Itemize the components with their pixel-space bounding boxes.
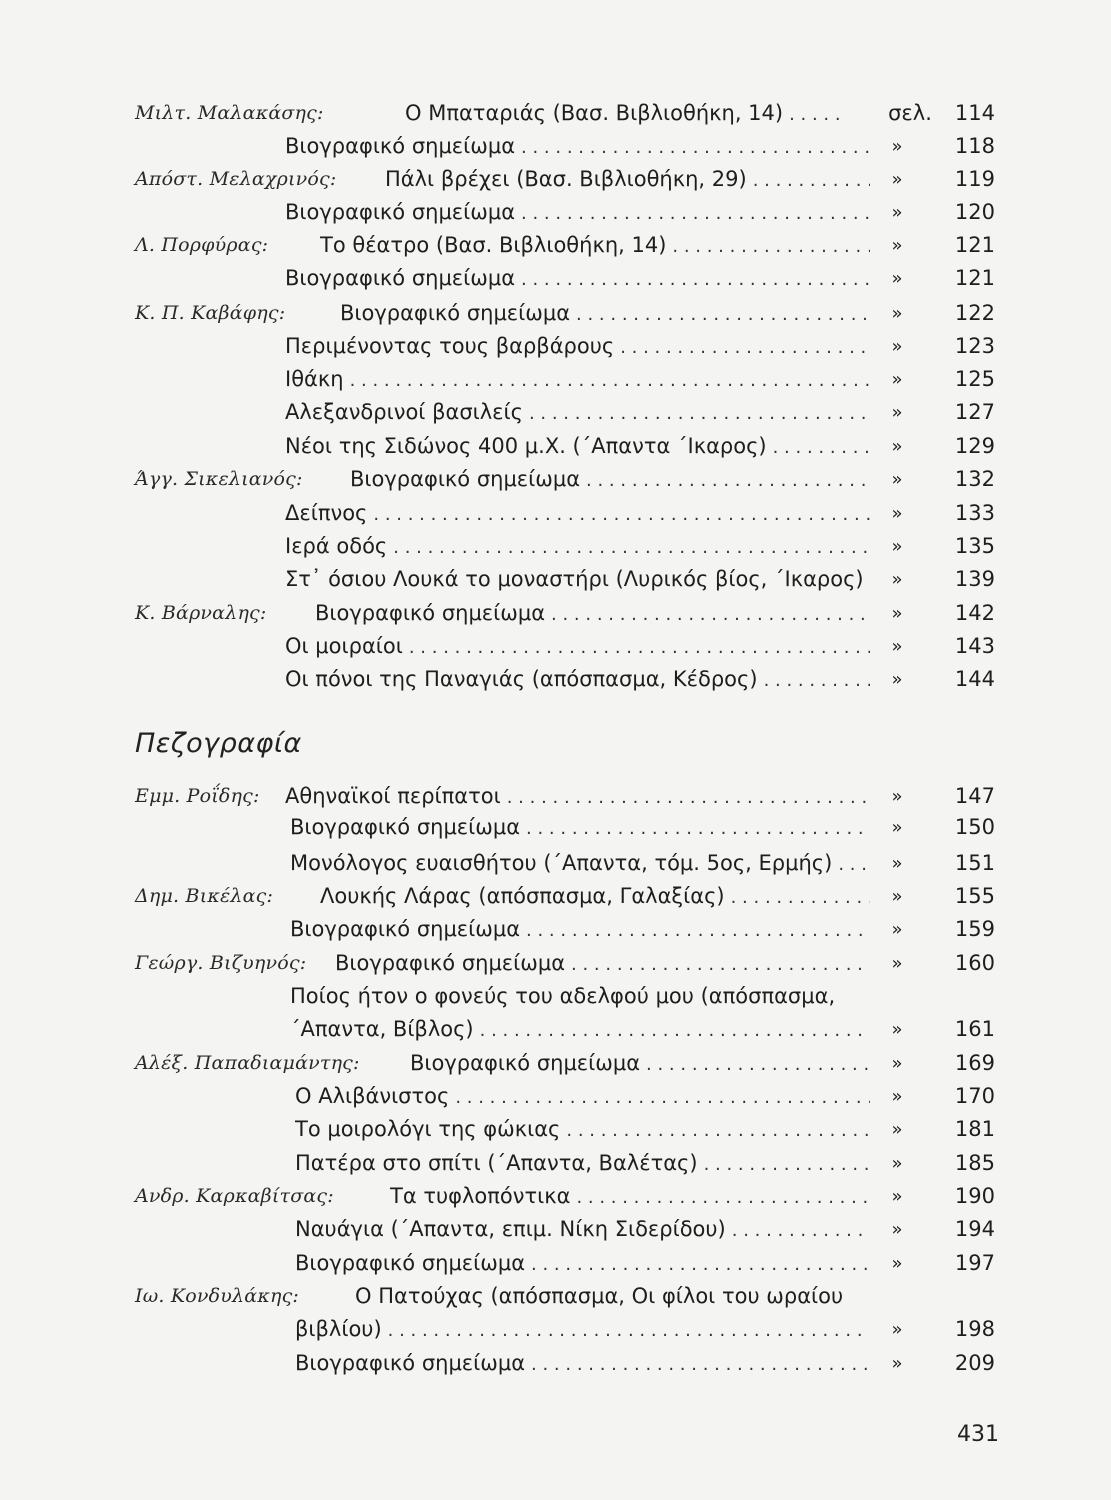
toc-entry xyxy=(135,463,995,496)
toc-title: βιβλίου) xyxy=(295,1317,382,1341)
toc-page-number: 135 xyxy=(954,534,995,558)
toc-page-number: 125 xyxy=(954,367,995,391)
toc-author: Αλέξ. Παπαδιαμάντης: xyxy=(135,1052,360,1074)
toc-page-number: 142 xyxy=(954,601,995,625)
dot-leader xyxy=(455,1081,870,1114)
ditto-mark: » xyxy=(891,169,903,190)
toc-title: Δείπνος xyxy=(285,501,368,525)
dot-leader xyxy=(521,197,870,230)
toc-author: Απόστ. Μελαχρινός: xyxy=(135,168,337,190)
dot-leader xyxy=(521,263,870,296)
toc-page-number: 143 xyxy=(954,634,995,658)
dot-leader xyxy=(789,98,845,131)
toc-author: Κ. Π. Καβάφης: xyxy=(135,302,286,324)
toc-title: Λουκής Λάρας (απόσπασμα, Γαλαξίας) xyxy=(320,884,725,908)
toc-title: Στ᾽ όσιου Λουκά το μοναστήρι (Λυρικός βίος, ΄Ικαρος) xyxy=(285,567,864,591)
toc-title-line xyxy=(290,913,870,947)
toc-title: Νέοι της Σιδώνος 400 μ.Χ. (΄Απαντα ΄Ικαρος) xyxy=(285,434,767,458)
toc-title-line xyxy=(290,1013,870,1047)
dot-leader xyxy=(551,598,870,631)
ditto-mark: » xyxy=(891,953,903,974)
toc-title-line xyxy=(295,1213,870,1247)
toc-page-number: 151 xyxy=(954,851,995,875)
toc-entry xyxy=(135,980,995,1013)
toc-page-number: 133 xyxy=(954,501,995,525)
toc-entry xyxy=(135,1047,995,1080)
toc-title: Βιογραφικό σημείωμα xyxy=(335,951,566,975)
toc-entry xyxy=(135,663,995,696)
toc-page-number: 159 xyxy=(954,917,995,941)
toc-entry xyxy=(135,229,995,262)
ditto-mark: » xyxy=(891,786,903,807)
toc-entry xyxy=(135,811,995,844)
toc-title-line xyxy=(355,1280,995,1313)
dot-leader xyxy=(529,397,870,430)
toc-page-number: 169 xyxy=(954,1051,995,1075)
toc-entry xyxy=(135,196,995,229)
toc-title-line xyxy=(290,980,995,1013)
toc-page-number: 150 xyxy=(954,815,995,839)
dot-leader xyxy=(521,131,870,164)
dot-leader xyxy=(753,164,870,197)
ditto-mark: » xyxy=(891,1019,903,1040)
toc-title: Βιογραφικό σημείωμα xyxy=(315,601,546,625)
toc-entry xyxy=(135,297,995,330)
ditto-mark: » xyxy=(891,817,903,838)
toc-title: Βιογραφικό σημείωμα xyxy=(340,301,571,325)
toc-entry xyxy=(135,262,995,295)
toc-title-line xyxy=(285,363,870,397)
toc-title: Τα τυφλοπόντικα xyxy=(390,1184,571,1208)
toc-title-line xyxy=(285,663,870,697)
toc-page-number: 119 xyxy=(954,167,995,191)
toc-page-number: 129 xyxy=(954,434,995,458)
dot-leader xyxy=(773,431,870,464)
toc-title: Το μοιρολόγι της φώκιας xyxy=(295,1117,561,1141)
toc-entry xyxy=(135,1247,995,1280)
dot-leader xyxy=(480,1014,870,1047)
ditto-mark: » xyxy=(891,436,903,457)
ditto-mark: » xyxy=(891,268,903,289)
toc-entry xyxy=(135,1347,995,1380)
toc-page-number: 118 xyxy=(954,134,995,158)
toc-title-line xyxy=(315,597,870,631)
dot-leader xyxy=(586,464,870,497)
toc-title: Ο Πατούχας (απόσπασμα, Οι φίλοι του ωραίου xyxy=(355,1284,844,1308)
ditto-mark: » xyxy=(891,136,903,157)
toc-page-number: 122 xyxy=(954,301,995,325)
toc-title-line xyxy=(335,947,870,981)
toc-title: Ιερά οδός xyxy=(285,534,388,558)
ditto-mark: » xyxy=(891,886,903,907)
toc-title: Πατέρα στο σπίτι (΄Απαντα, Βαλέτας) xyxy=(295,1151,698,1175)
ditto-mark: » xyxy=(891,1086,903,1107)
toc-title-line xyxy=(290,811,870,845)
toc-author: Ανδρ. Καρκαβίτσας: xyxy=(135,1185,334,1207)
ditto-mark: » xyxy=(891,303,903,324)
ditto-mark: » xyxy=(891,536,903,557)
ditto-mark: » xyxy=(891,1186,903,1207)
toc-author: Κ. Βάρναλης: xyxy=(135,602,267,624)
toc-author: Γεώργ. Βιζυηνός: xyxy=(135,952,307,974)
toc-entry xyxy=(135,1213,995,1246)
toc-page-number: 139 xyxy=(954,567,995,591)
toc-title-line xyxy=(340,297,870,331)
toc-title: Βιογραφικό σημείωμα xyxy=(350,467,581,491)
ditto-mark: » xyxy=(891,503,903,524)
toc-title: Βιογραφικό σημείωμα xyxy=(290,815,521,839)
toc-page-number: 161 xyxy=(954,1017,995,1041)
dot-leader xyxy=(531,1348,870,1381)
dot-leader xyxy=(732,1214,870,1247)
toc-page-number: 160 xyxy=(954,951,995,975)
toc-title: Βιογραφικό σημείωμα xyxy=(295,1351,526,1375)
toc-title-line xyxy=(295,1313,870,1347)
toc-title: Πάλι βρέχει (Βασ. Βιβλιοθήκη, 29) xyxy=(385,167,747,191)
toc-title: Αλεξανδρινοί βασιλείς xyxy=(285,400,523,424)
dot-leader xyxy=(764,664,870,697)
toc-title-line xyxy=(285,780,870,814)
ditto-mark: σελ. xyxy=(888,101,932,125)
dot-leader xyxy=(373,498,870,531)
dot-leader xyxy=(576,298,870,331)
dot-leader xyxy=(526,812,870,845)
toc-entry xyxy=(135,780,995,813)
toc-entry xyxy=(135,330,995,363)
toc-title: Βιογραφικό σημείωμα xyxy=(295,1251,526,1275)
toc-entry xyxy=(135,597,995,630)
dot-leader xyxy=(646,1048,870,1081)
dot-leader xyxy=(838,848,870,881)
dot-leader xyxy=(526,914,870,947)
ditto-mark: » xyxy=(891,603,903,624)
dot-leader xyxy=(507,781,870,814)
toc-title-line xyxy=(285,130,870,164)
toc-page-number: 190 xyxy=(954,1184,995,1208)
toc-entry xyxy=(135,1080,995,1113)
toc-title-line xyxy=(350,463,870,497)
dot-leader xyxy=(350,364,870,397)
toc-title: Οι μοιραίοι xyxy=(285,634,403,658)
toc-entry xyxy=(135,563,995,596)
toc-author: Λ. Πορφύρας: xyxy=(135,234,269,256)
toc-entry xyxy=(135,530,995,563)
toc-entry xyxy=(135,880,995,913)
toc-page-number: 114 xyxy=(954,101,995,125)
toc-title-line xyxy=(285,396,870,430)
toc-title-line xyxy=(405,97,845,131)
toc-entry xyxy=(135,497,995,530)
toc-page-number: 209 xyxy=(954,1351,995,1375)
toc-title-line xyxy=(285,563,870,597)
toc-title-line xyxy=(285,430,870,464)
toc-title: ΄Απαντα, Βίβλος) xyxy=(290,1017,474,1041)
toc-entry xyxy=(135,363,995,396)
toc-page-number: 132 xyxy=(954,467,995,491)
toc-title-line xyxy=(320,229,870,263)
toc-page-number: 144 xyxy=(954,667,995,691)
dot-leader xyxy=(731,881,870,914)
dot-leader xyxy=(393,531,870,564)
toc-title-line xyxy=(285,262,870,296)
toc-author: Μιλτ. Μαλακάσης: xyxy=(135,102,324,124)
toc-title: Ναυάγια (΄Απαντα, επιμ. Νίκη Σιδερίδου) xyxy=(295,1217,726,1241)
ditto-mark: » xyxy=(891,919,903,940)
toc-page-number: 185 xyxy=(954,1151,995,1175)
toc-page-number: 194 xyxy=(954,1217,995,1241)
toc-author: Δημ. Βικέλας: xyxy=(135,885,274,907)
dot-leader xyxy=(704,1148,870,1181)
ditto-mark: » xyxy=(891,1153,903,1174)
ditto-mark: » xyxy=(891,636,903,657)
toc-page-number: 170 xyxy=(954,1084,995,1108)
toc-title-line xyxy=(295,1080,870,1114)
toc-title-line xyxy=(295,1347,870,1381)
toc-title: Βιογραφικό σημείωμα xyxy=(285,134,516,158)
dot-leader xyxy=(672,230,870,263)
toc-title: Βιογραφικό σημείωμα xyxy=(285,200,516,224)
toc-entry xyxy=(135,630,995,663)
toc-title-line xyxy=(285,196,870,230)
toc-entry xyxy=(135,130,995,163)
toc-title-line xyxy=(410,1047,870,1081)
ditto-mark: » xyxy=(891,336,903,357)
toc-entry xyxy=(135,1180,995,1213)
ditto-mark: » xyxy=(891,669,903,690)
dot-leader xyxy=(620,331,870,364)
toc-title-line xyxy=(385,163,870,197)
toc-title: Ποίος ήτον ο φονεύς του αδελφού μου (απόσπασμα, xyxy=(290,984,836,1008)
dot-leader xyxy=(571,948,870,981)
toc-title: Αθηναϊκοί περίπατοι xyxy=(285,784,501,808)
ditto-mark: » xyxy=(891,1353,903,1374)
toc-entry xyxy=(135,947,995,980)
page-number: 431 xyxy=(957,1422,999,1447)
ditto-mark: » xyxy=(891,853,903,874)
toc-title-line xyxy=(320,880,870,914)
dot-leader xyxy=(388,1314,870,1347)
ditto-mark: » xyxy=(891,1319,903,1340)
dot-leader xyxy=(576,1181,870,1214)
dot-leader xyxy=(566,1114,870,1147)
ditto-mark: » xyxy=(891,1219,903,1240)
toc-title: Το θέατρο (Βασ. Βιβλιοθήκη, 14) xyxy=(320,233,667,257)
toc-title: Ο Μπαταριάς (Βασ. Βιβλιοθήκη, 14) xyxy=(405,101,784,125)
ditto-mark: » xyxy=(891,569,903,590)
toc-entry xyxy=(135,1280,995,1313)
toc-title: Ο Αλιβάνιστος xyxy=(295,1084,450,1108)
toc-title-line xyxy=(285,630,870,664)
toc-page-number: 121 xyxy=(954,266,995,290)
toc-entry xyxy=(135,1147,995,1180)
ditto-mark: » xyxy=(891,1253,903,1274)
toc-title: Ιθάκη xyxy=(285,367,344,391)
toc-title-line xyxy=(285,330,870,364)
toc-title-line xyxy=(290,847,870,881)
toc-title-line xyxy=(285,497,870,531)
toc-entry xyxy=(135,1113,995,1146)
ditto-mark: » xyxy=(891,1053,903,1074)
toc-entry xyxy=(135,1313,995,1346)
toc-entry xyxy=(135,163,995,196)
toc-page-number: 155 xyxy=(954,884,995,908)
toc-title: Οι πόνοι της Παναγιάς (απόσπασμα, Κέδρος) xyxy=(285,667,758,691)
toc-title-line xyxy=(295,1113,870,1147)
toc-entry xyxy=(135,913,995,946)
ditto-mark: » xyxy=(891,1119,903,1140)
toc-title: Βιογραφικό σημείωμα xyxy=(410,1051,641,1075)
toc-entry xyxy=(135,1013,995,1046)
toc-entry xyxy=(135,430,995,463)
toc-title: Βιογραφικό σημείωμα xyxy=(290,917,521,941)
toc-page-number: 181 xyxy=(954,1117,995,1141)
section-heading-prose: Πεζογραφία xyxy=(135,728,302,759)
toc-entry xyxy=(135,847,995,880)
toc-page-number: 123 xyxy=(954,334,995,358)
toc-title-line xyxy=(295,1247,870,1281)
toc-title-line xyxy=(390,1180,870,1214)
toc-page-number: 198 xyxy=(954,1317,995,1341)
toc-author: Ιω. Κονδυλάκης: xyxy=(135,1285,300,1307)
ditto-mark: » xyxy=(891,235,903,256)
ditto-mark: » xyxy=(891,202,903,223)
toc-page-number: 127 xyxy=(954,400,995,424)
toc-entry xyxy=(135,97,995,130)
toc-entry xyxy=(135,396,995,429)
ditto-mark: » xyxy=(891,402,903,423)
toc-page-number: 121 xyxy=(954,233,995,257)
toc-page-number: 147 xyxy=(954,784,995,808)
toc-page-number: 197 xyxy=(954,1251,995,1275)
toc-page-number: 120 xyxy=(954,200,995,224)
dot-leader xyxy=(409,631,870,664)
toc-title: Βιογραφικό σημείωμα xyxy=(285,266,516,290)
toc-title: Περιμένοντας τους βαρβάρους xyxy=(285,334,615,358)
ditto-mark: » xyxy=(891,469,903,490)
toc-title-line xyxy=(295,1147,870,1181)
ditto-mark: » xyxy=(891,369,903,390)
toc-author: Εμμ. Ροΐδης: xyxy=(135,785,260,807)
dot-leader xyxy=(531,1248,870,1281)
toc-author: Άγγ. Σικελιανός: xyxy=(135,468,303,490)
toc-title: Μονόλογος ευαισθήτου (΄Απαντα, τόμ. 5ος, Ερμής) xyxy=(290,851,833,875)
toc-title-line xyxy=(285,530,870,564)
